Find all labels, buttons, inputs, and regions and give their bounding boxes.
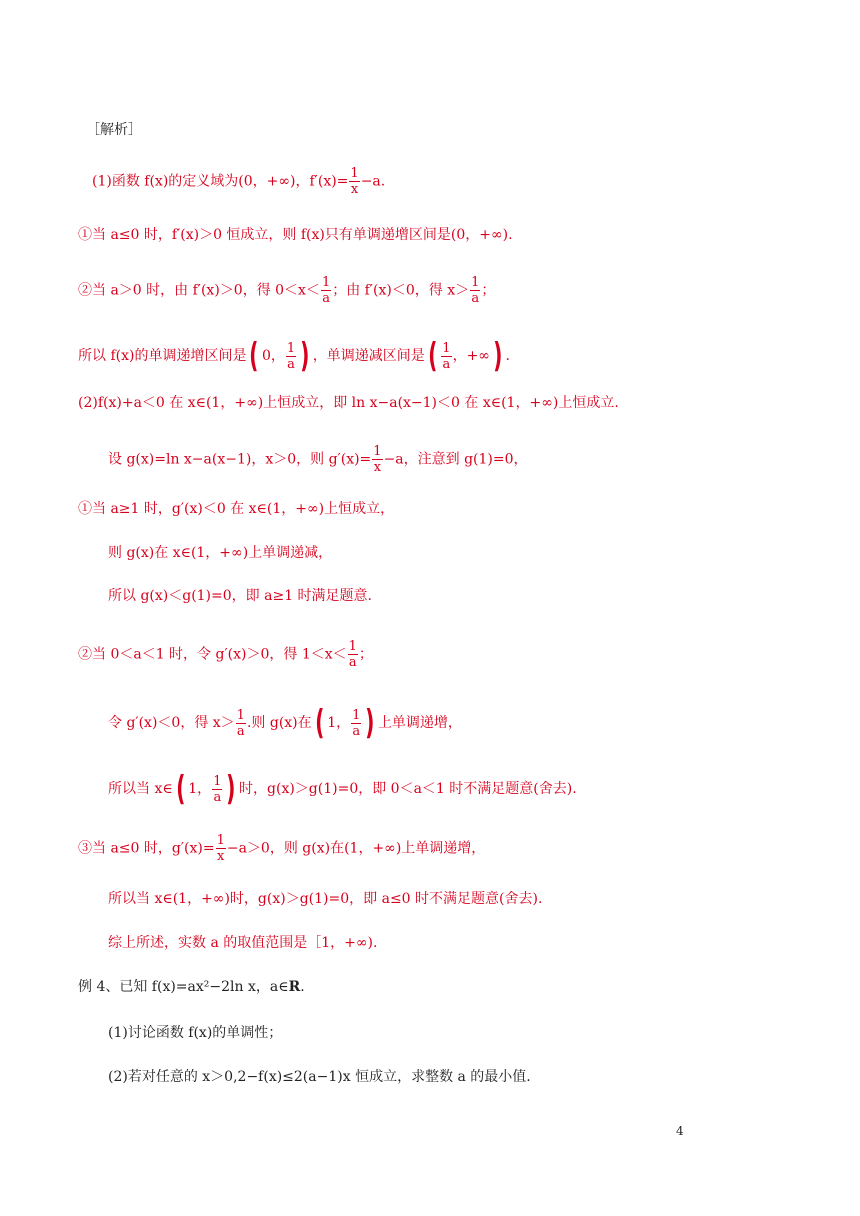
fraction: $\frac{1}{a}$ [213, 773, 222, 805]
solution-line-6: 设 g(x)=ln x−a(x−1)，x＞0，则 g′(x)= $\frac{1}{x}$ −a，注意到 g(1)=0， [108, 444, 528, 475]
left-paren: ( [175, 769, 186, 809]
right-paren: ) [493, 336, 503, 376]
fraction: $\frac{1}{x}$ [373, 444, 382, 475]
solution-line-2: ①当 a≤0 时，f′(x)＞0 恒成立，则 f(x)只有单调递增区间是(0，+∞). [78, 227, 513, 243]
solution-line-15: 综上所述，实数 a 的取值范围是［1，+∞). [108, 935, 378, 951]
left-paren: ( [427, 336, 438, 376]
solution-line-10: ②当 0＜a＜1 时，令 g′(x)＞0，得 1＜x＜ $\frac{1}{a}$ ； [78, 639, 373, 670]
fraction: $\frac{1}{x}$ [350, 166, 359, 197]
solution-line-3: ②当 a＞0 时，由 f′(x)＞0，得 0＜x＜ $\frac{1}{a}$ ；由 f′(x)＜0，得 x＞ $\frac{1}{a}$ ； [78, 275, 496, 306]
solution-line-9: 所以 g(x)＜g(1)=0，即 a≥1 时满足题意. [108, 588, 372, 604]
fraction: $\frac{1}{a}$ [321, 275, 331, 306]
analysis-heading: ［解析］ [86, 122, 142, 138]
solution-line-13: ③当 a≤0 时，g′(x)= $\frac{1}{x}$ −a＞0，则 g(x)在(1，+∞)上单调递增， [78, 833, 486, 864]
example-4-question-1: (1)讨论函数 f(x)的单调性； [108, 1025, 283, 1041]
solution-line-4: 所以 f(x)的单调递增区间是( 0， $\frac{1}{a}$ ) ，单调递减区间是( $\frac{1}{a}$ ，+∞) . [78, 336, 510, 376]
left-paren: ( [249, 336, 259, 376]
example-4-title: 例 4、已知 f(x)=ax²−2ln x，a∈R. [78, 979, 305, 995]
fraction: $\frac{1}{x}$ [216, 833, 225, 864]
right-paren: ) [300, 336, 310, 376]
right-paren: ) [365, 703, 375, 743]
solution-line-11: 令 g′(x)＜0，得 x＞ $\frac{1}{a}$ .则 g(x)在( 1， $\frac{1}{a}$ ) 上单调递增， [108, 703, 462, 743]
fraction: $\frac{1}{a}$ [352, 707, 361, 739]
solution-line-8: 则 g(x)在 x∈(1，+∞)上单调递减， [108, 545, 333, 561]
fraction: $\frac{1}{a}$ [348, 639, 357, 670]
example-4-question-2: (2)若对任意的 x＞0,2−f(x)≤2(a−1)x 恒成立，求整数 a 的最小值. [108, 1069, 531, 1085]
solution-line-5: (2)f(x)+a＜0 在 x∈(1，+∞)上恒成立，即 ln x−a(x−1)＜0 在 x∈(1，+∞)上恒成立. [78, 395, 619, 411]
left-paren: ( [314, 703, 325, 743]
fraction: $\frac{1}{a}$ [236, 707, 245, 739]
solution-line-12: 所以当 x∈( 1， $\frac{1}{a}$ ) 时，g(x)＞g(1)=0，即 0＜a＜1 时不满足题意(舍去). [108, 769, 577, 809]
page-number: 4 [676, 1124, 684, 1138]
solution-line-14: 所以当 x∈(1，+∞)时，g(x)＞g(1)=0，即 a≤0 时不满足题意(舍去). [108, 891, 543, 907]
fraction: $\frac{1}{a}$ [286, 340, 296, 372]
solution-line-1: (1)函数 f(x)的定义域为(0，+∞)，f′(x)= $\frac{1}{x}$ −a. [92, 166, 386, 197]
fraction: $\frac{1}{a}$ [471, 275, 480, 306]
right-paren: ) [226, 769, 236, 809]
solution-line-7: ①当 a≥1 时，g′(x)＜0 在 x∈(1，+∞)上恒成立， [78, 501, 395, 517]
fraction: $\frac{1}{a}$ [442, 340, 451, 372]
